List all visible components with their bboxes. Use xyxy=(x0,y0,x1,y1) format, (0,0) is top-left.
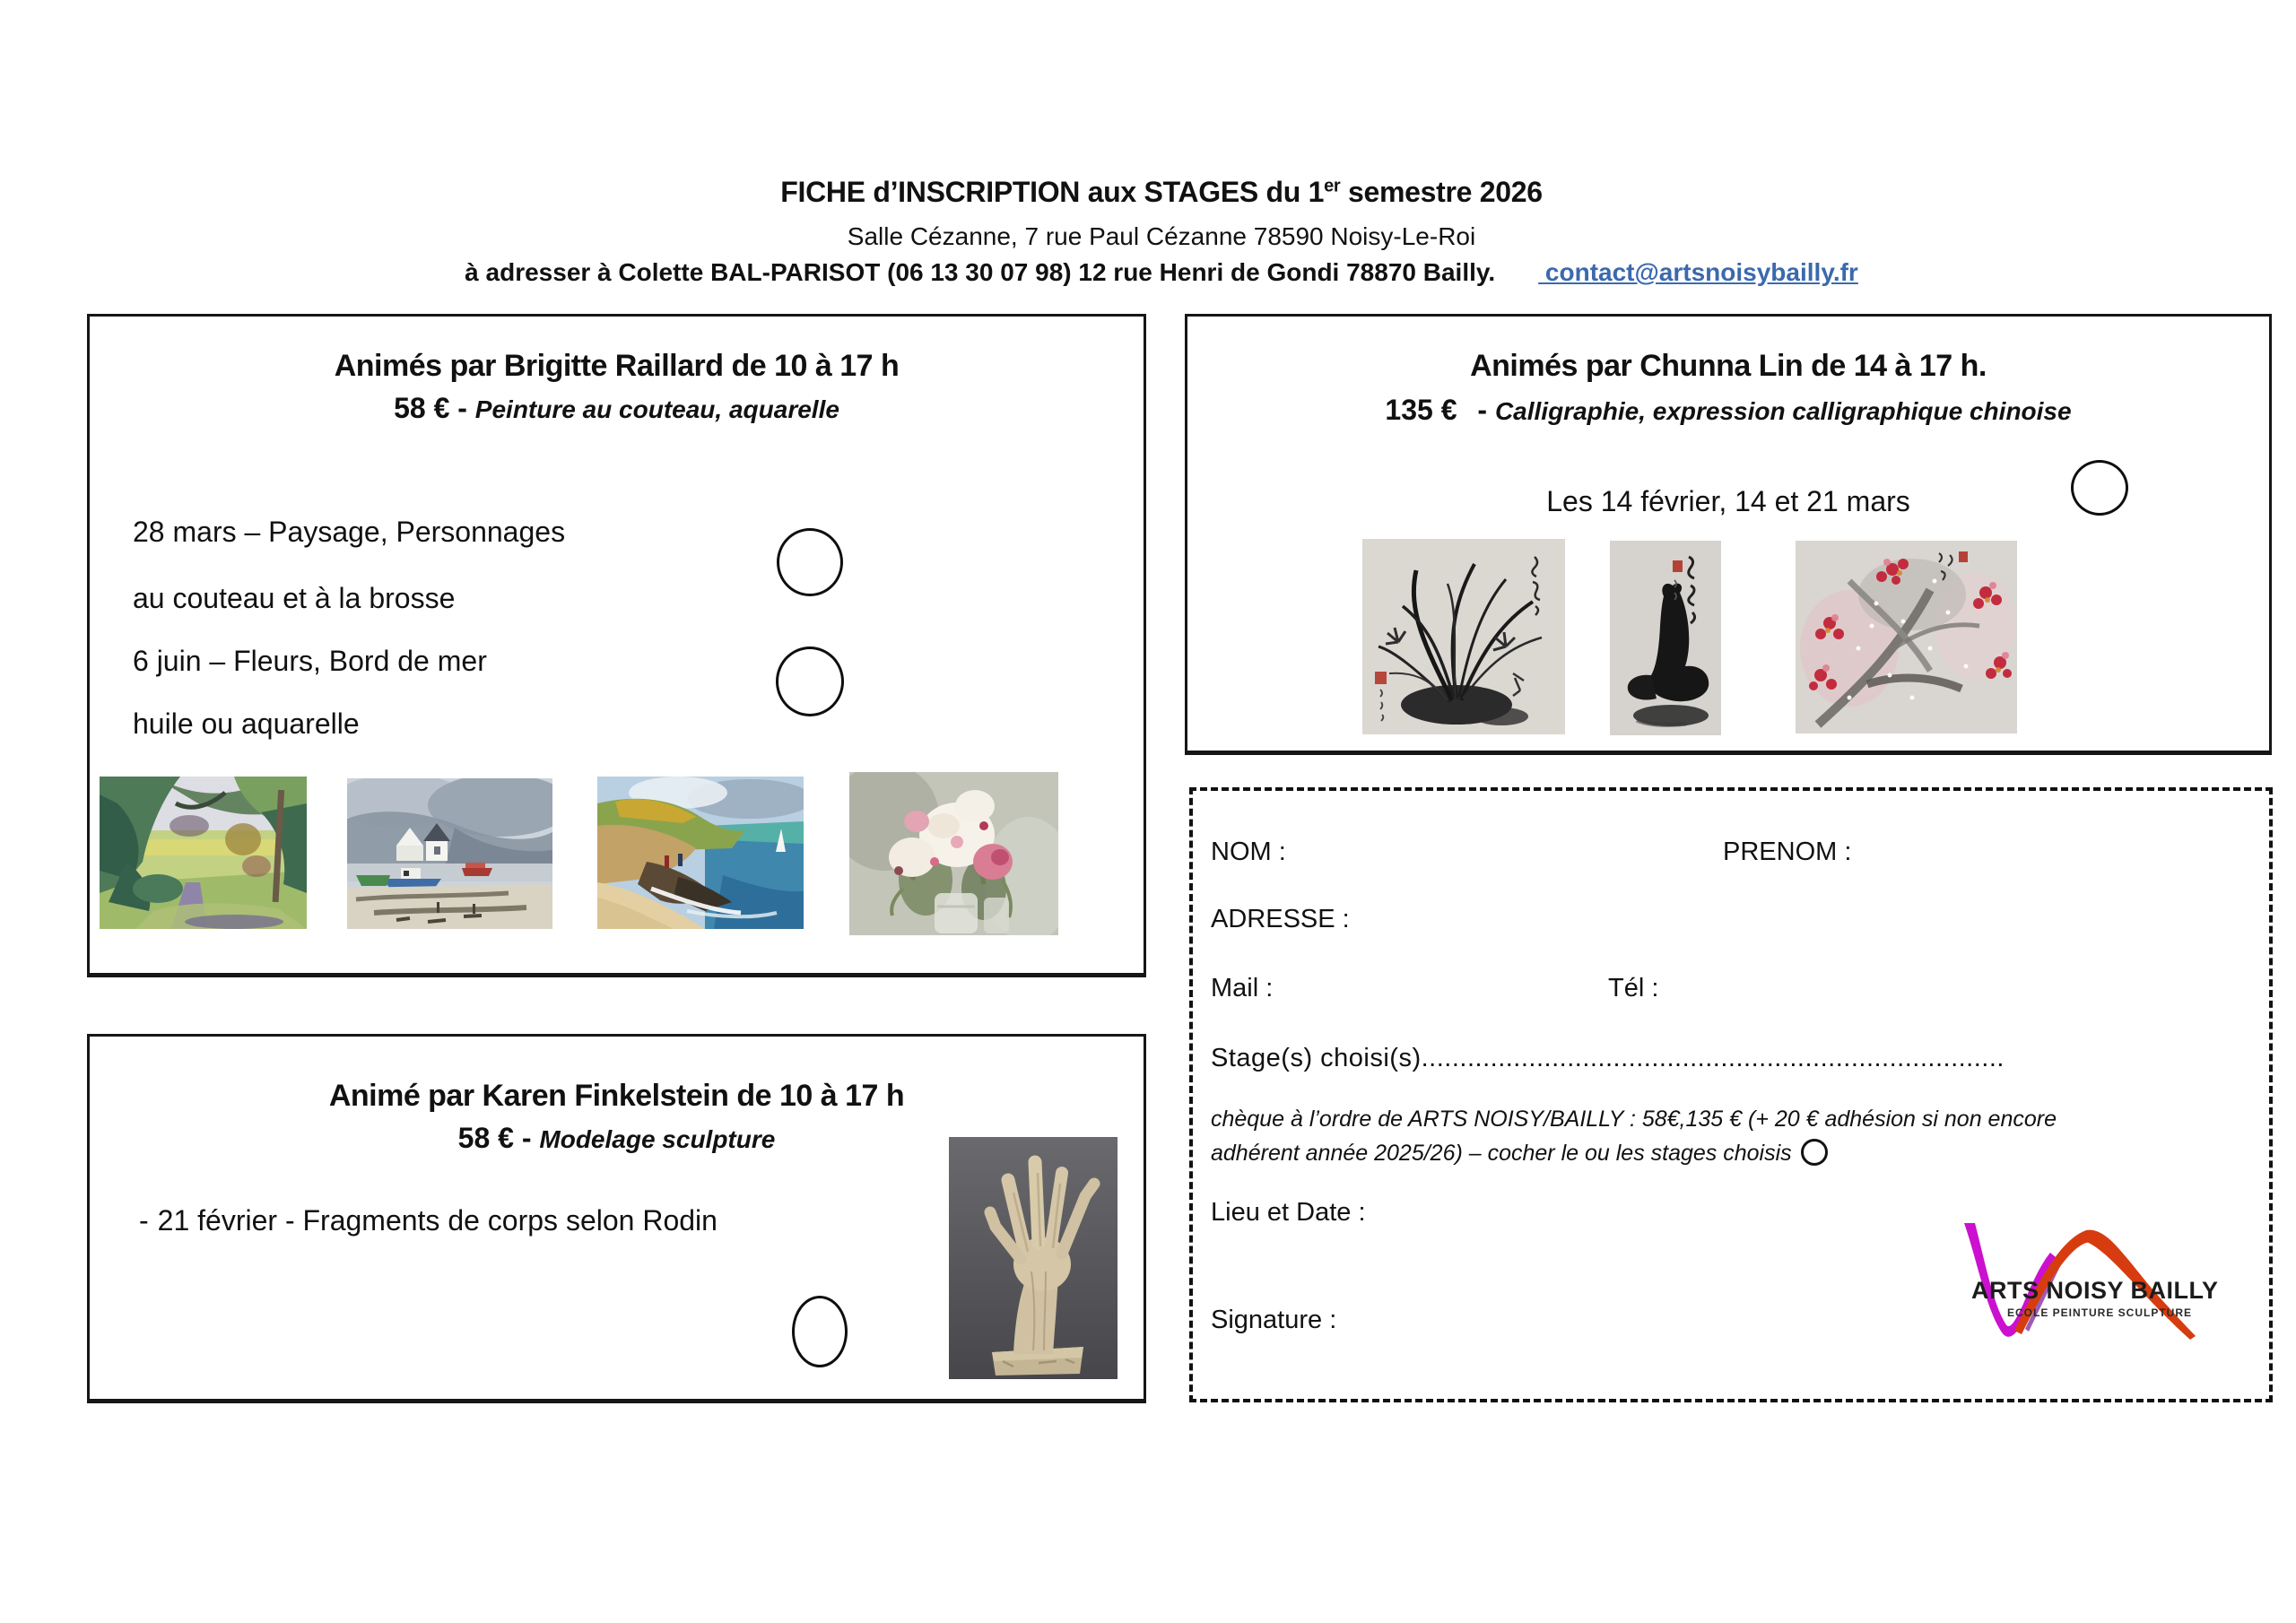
raillard-title: Animés par Brigitte Raillard de 10 à 17 h xyxy=(334,349,900,383)
nom-label: NOM : xyxy=(1211,838,1286,866)
contact-email-link[interactable]: contact@artsnoisybailly.fr xyxy=(1538,258,1858,286)
finkelstein-checkbox-circle[interactable] xyxy=(792,1296,848,1367)
lin-title: Animés par Chunna Lin de 14 à 17 h. xyxy=(1470,349,1987,383)
cheque-note-line2 xyxy=(1211,1139,1828,1167)
raillard-session2-checkbox-circle[interactable] xyxy=(776,647,844,716)
mail-label: Mail : xyxy=(1211,974,1274,1002)
prenom-label: PRENOM : xyxy=(1723,838,1852,866)
raillard-session1-line1: 28 mars – Paysage, Personnages xyxy=(133,516,566,548)
page-title-superscript: er xyxy=(1324,176,1341,196)
arts-noisy-bailly-logo xyxy=(1961,1223,2242,1370)
raillard-session1-line2: au couteau et à la brosse xyxy=(133,582,456,614)
stages-label: Stage(s) choisi(s) xyxy=(1211,1044,1422,1072)
logo-name-text: ARTS NOISY BAILLY xyxy=(1971,1277,2219,1304)
hand-sculpture-image xyxy=(949,1137,1118,1379)
lin-dates: Les 14 février, 14 et 21 mars xyxy=(1546,485,1910,517)
ink-figure-image xyxy=(1610,541,1721,735)
workshop-finkelstein-box xyxy=(87,1034,1146,1403)
cheque-note-line1: chèque à l’ordre de ARTS NOISY/BAILLY : 58€,135 € (+ 20 € adhésion si non encore xyxy=(1211,1107,2057,1132)
finkelstein-specialty: Modelage sculpture xyxy=(539,1125,776,1153)
lin-dash: - xyxy=(1477,394,1488,426)
send-to-text: à adresser à Colette BAL-PARISOT (06 13 30 07 98) 12 rue Henri de Gondi 78870 Bailly. xyxy=(465,258,1496,286)
watercolor-harbor-boats-image xyxy=(347,778,552,929)
cheque-note-text: adhérent année 2025/26) – cocher le ou les stages choisis xyxy=(1211,1141,1792,1166)
venue-line: Salle Cézanne, 7 rue Paul Cézanne 78590 Noisy-Le-Roi xyxy=(847,222,1476,250)
raillard-session2-line2: huile ou aquarelle xyxy=(133,707,360,740)
watercolor-landscape-image xyxy=(100,777,307,929)
lieu-date-label: Lieu et Date : xyxy=(1211,1198,1366,1227)
ink-orchid-image xyxy=(1362,539,1565,734)
finkelstein-dash: - xyxy=(521,1122,532,1154)
lin-price-line xyxy=(1187,394,2269,427)
stages-chosen-line xyxy=(1211,1044,2005,1073)
registration-fields-box xyxy=(1189,787,2273,1402)
raillard-price: 58 € xyxy=(394,392,450,424)
lin-price: 135 € xyxy=(1385,394,1457,426)
logo-subtitle-text: ECOLE PEINTURE SCULPTURE xyxy=(2007,1306,2193,1319)
raillard-specialty: Peinture au couteau, aquarelle xyxy=(474,395,839,423)
check-example-circle[interactable] xyxy=(1801,1139,1828,1166)
workshop-lin-box xyxy=(1185,314,2272,755)
watercolor-coastline-image xyxy=(597,777,804,929)
send-to-line xyxy=(27,258,2296,287)
adresse-label: ADRESSE : xyxy=(1211,905,1350,933)
ink-plum-blossom-image xyxy=(1796,541,2017,733)
finkelstein-session-bullet: - xyxy=(139,1204,149,1237)
page-title xyxy=(27,176,2296,209)
raillard-price-line xyxy=(90,392,1144,425)
finkelstein-session-line xyxy=(139,1204,718,1237)
watercolor-flower-bouquet-image xyxy=(849,772,1058,935)
finkelstein-session-text: 21 février - Fragments de corps selon Rodin xyxy=(157,1204,718,1237)
stages-dotted-leader: ............................................................................ xyxy=(1421,1044,2005,1072)
raillard-dash: - xyxy=(457,392,467,424)
finkelstein-price: 58 € xyxy=(457,1122,514,1154)
lin-specialty: Calligraphie, expression calligraphique chinoise xyxy=(1494,397,2072,425)
tel-label: Tél : xyxy=(1608,974,1659,1002)
raillard-session1-checkbox-circle[interactable] xyxy=(777,528,843,596)
workshop-raillard-box xyxy=(87,314,1146,977)
finkelstein-title: Animé par Karen Finkelstein de 10 à 17 h xyxy=(328,1079,905,1113)
signature-label: Signature : xyxy=(1211,1306,1337,1334)
raillard-session2-line1: 6 juin – Fleurs, Bord de mer xyxy=(133,645,487,677)
page-title-tail: semestre 2026 xyxy=(1340,176,1543,208)
page-title-text: FICHE d’INSCRIPTION aux STAGES du 1 xyxy=(780,176,1325,208)
